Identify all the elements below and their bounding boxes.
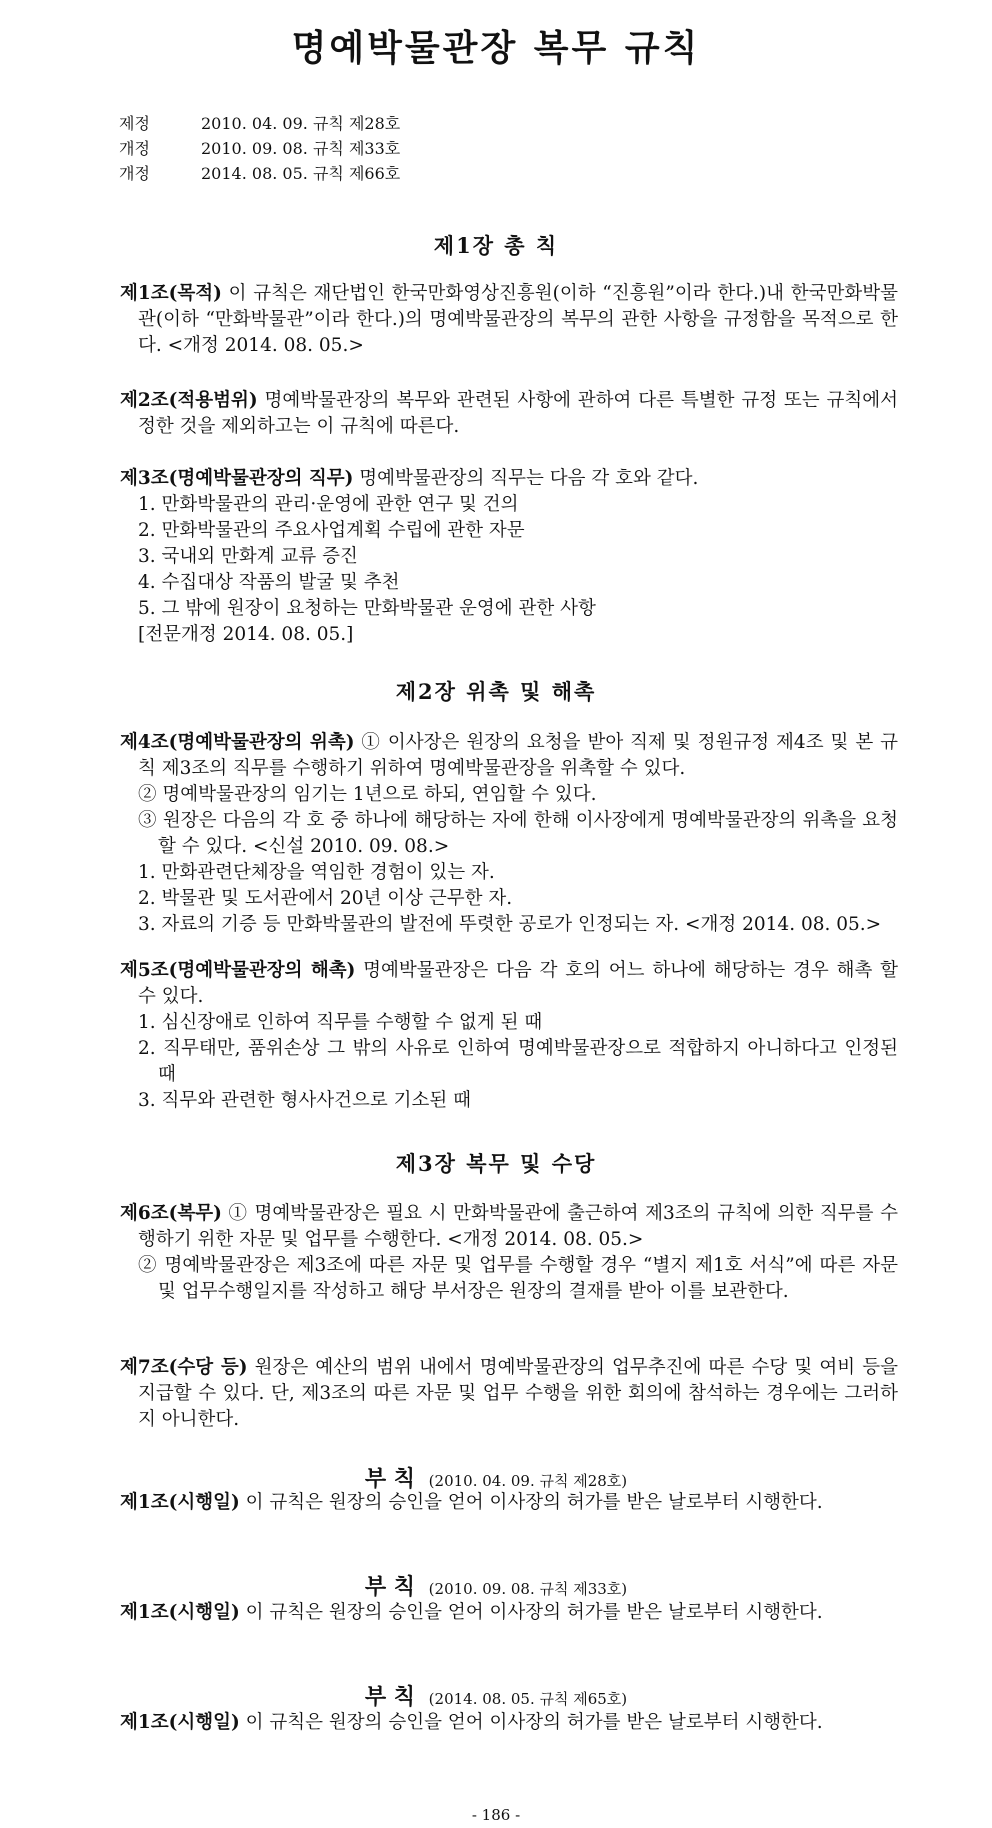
addenda-article-heading: 제1조(시행일) xyxy=(120,1712,240,1733)
addenda-article-text: 이 규칙은 원장의 승인을 얻어 이사장의 허가를 받은 날로부터 시행한다. xyxy=(239,1602,823,1623)
article-7-text: 원장은 예산의 범위 내에서 명예박물관장의 업무추진에 따른 수당 및 여비 등을 지급할 수 있다. 단, 제3조의 따른 자문 및 업무 수행을 위한 회의에 참석하는 경우에는 그러하지 아니한다. xyxy=(138,1357,898,1430)
article-5-item: 2. 직무태만, 품위손상 그 밖의 사유로 인하여 명예박물관장으로 적합하지 아니하다고 인정된 때 xyxy=(138,1038,898,1085)
article-2-text: 명예박물관장의 복무와 관련된 사항에 관하여 다른 특별한 규정 또는 규칙에서 정한 것을 제외하고는 이 규칙에 따른다. xyxy=(138,390,898,437)
article-4 xyxy=(120,730,898,938)
addenda-article-heading: 제1조(시행일) xyxy=(120,1602,240,1623)
article-2-paragraph xyxy=(120,388,898,440)
history-kind: 개정 xyxy=(119,139,150,158)
addenda-label: 부 칙 xyxy=(364,1466,415,1492)
article-3-item: 3. 국내외 만화계 교류 증진 xyxy=(138,546,358,567)
article-6-clause: ② 명예박물관장은 제3조에 따른 자문 및 업무를 수행할 경우 “별지 제1호 서식”에 따른 자문 및 업무수행일지를 작성하고 해당 부서장은 원장의 결재를 받아 이를 보관한다. xyxy=(138,1255,898,1302)
history-row xyxy=(119,111,400,136)
article-5-item: 1. 심신장애로 인하여 직무를 수행할 수 없게 된 때 xyxy=(138,1012,543,1033)
addenda-ref: (2010. 04. 09. 규칙 제28호) xyxy=(428,1472,628,1490)
article-3-item: 2. 만화박물관의 주요사업계획 수립에 관한 자문 xyxy=(138,520,525,541)
article-3-text: 명예박물관장의 직무는 다음 각 호와 같다. xyxy=(353,468,699,489)
addenda-heading xyxy=(0,1680,992,1711)
history-date: 2014. 08. 05. 규칙 제66호 xyxy=(201,164,401,183)
addenda-ref: (2010. 09. 08. 규칙 제33호) xyxy=(428,1580,628,1598)
article-6-paragraph xyxy=(120,1201,898,1253)
revision-history xyxy=(119,111,400,186)
article-5-text: 명예박물관장은 다음 각 호의 어느 하나에 해당하는 경우 해촉 할 수 있다. xyxy=(138,960,898,1007)
article-4-clause: ③ 원장은 다음의 각 호 중 하나에 해당하는 자에 한해 이사장에게 명예박물관장의 위촉을 요청할 수 있다. <신설 2010. 09. 08.> xyxy=(138,810,898,857)
article-2 xyxy=(120,388,898,440)
addenda-label: 부 칙 xyxy=(364,1574,415,1600)
history-kind: 개정 xyxy=(119,164,150,183)
article-3-heading: 제3조(명예박물관장의 직무) xyxy=(120,468,354,489)
article-1 xyxy=(120,281,898,359)
article-3 xyxy=(120,466,898,648)
addenda-label: 부 칙 xyxy=(364,1684,415,1710)
article-4-item: 2. 박물관 및 도서관에서 20년 이상 근무한 자. xyxy=(138,888,513,909)
addenda-ref: (2014. 08. 05. 규칙 제65호) xyxy=(428,1690,628,1708)
chapter-1-heading: 제1장 총 칙 xyxy=(433,233,559,258)
article-7 xyxy=(120,1355,898,1433)
history-row xyxy=(119,136,400,161)
addenda-article xyxy=(120,1490,898,1516)
addenda-article xyxy=(120,1710,898,1736)
article-4-item: 3. 자료의 기증 등 만화박물관의 발전에 뚜렷한 공로가 인정되는 자. <개정 2014. 08. 05.> xyxy=(138,914,882,935)
article-5-item: 3. 직무와 관련한 형사사건으로 기소된 때 xyxy=(138,1090,471,1111)
history-date: 2010. 04. 09. 규칙 제28호 xyxy=(201,114,401,133)
chapter-2-heading: 제2장 위촉 및 해촉 xyxy=(395,679,597,704)
addenda-paragraph xyxy=(120,1490,898,1516)
amendment-note: [전문개정 2014. 08. 05.] xyxy=(138,624,354,645)
article-3-paragraph xyxy=(120,466,898,492)
addenda-article xyxy=(120,1600,898,1626)
article-3-item: 4. 수집대상 작품의 발굴 및 추천 xyxy=(138,572,400,593)
article-4-item: 1. 만화관련단체장을 역임한 경험이 있는 자. xyxy=(138,862,495,883)
article-2-heading: 제2조(적용범위) xyxy=(120,390,258,411)
article-4-text: ① 이사장은 원장의 요청을 받아 직제 및 정원규정 제4조 및 본 규칙 제3조의 직무를 수행하기 위하여 명예박물관장을 위촉할 수 있다. xyxy=(138,732,898,779)
addenda-article-text: 이 규칙은 원장의 승인을 얻어 이사장의 허가를 받은 날로부터 시행한다. xyxy=(239,1492,823,1513)
article-6 xyxy=(120,1201,898,1305)
addenda-paragraph xyxy=(120,1710,898,1736)
article-6-text: ① 명예박물관장은 필요 시 만화박물관에 출근하여 제3조의 규칙에 의한 직무를 수행하기 위한 자문 및 업무를 수행한다. <개정 2014. 08. 05.> xyxy=(138,1203,898,1250)
article-3-item: 5. 그 밖에 원장이 요청하는 만화박물관 운영에 관한 사항 xyxy=(138,598,596,619)
addenda-article-heading: 제1조(시행일) xyxy=(120,1492,240,1513)
article-5 xyxy=(120,958,898,1114)
article-6-heading: 제6조(복무) xyxy=(120,1203,222,1224)
article-4-paragraph xyxy=(120,730,898,782)
article-1-paragraph xyxy=(120,281,898,359)
document-title: 명예박물관장 복무 규칙 xyxy=(291,27,701,69)
chapter-3-heading: 제3장 복무 및 수당 xyxy=(395,1151,597,1176)
history-date: 2010. 09. 08. 규칙 제33호 xyxy=(201,139,401,158)
article-7-paragraph xyxy=(120,1355,898,1433)
article-1-heading: 제1조(목적) xyxy=(120,283,222,304)
addenda-heading xyxy=(0,1570,992,1601)
article-3-item: 1. 만화박물관의 관리·운영에 관한 연구 및 건의 xyxy=(138,494,519,515)
addenda-paragraph xyxy=(120,1600,898,1626)
page-number: - 186 - xyxy=(471,1806,521,1824)
addenda-article-text: 이 규칙은 원장의 승인을 얻어 이사장의 허가를 받은 날로부터 시행한다. xyxy=(239,1712,823,1733)
history-row xyxy=(119,161,400,186)
article-4-heading: 제4조(명예박물관장의 위촉) xyxy=(120,732,355,753)
addenda-heading xyxy=(0,1462,992,1493)
article-1-text: 이 규칙은 재단법인 한국만화영상진흥원(이하 “진흥원”이라 한다.)내 한국만화박물관(이하 “만화박물관”이라 한다.)의 명예박물관장의 복무의 관한 사항을 규정함을 목적으로 한다. <개정 2014. 08. 05.> xyxy=(138,283,898,356)
article-5-paragraph xyxy=(120,958,898,1010)
article-5-heading: 제5조(명예박물관장의 해촉) xyxy=(120,960,356,981)
article-4-clause: ② 명예박물관장의 임기는 1년으로 하되, 연임할 수 있다. xyxy=(138,784,597,805)
article-7-heading: 제7조(수당 등) xyxy=(120,1357,248,1378)
history-kind: 제정 xyxy=(119,114,150,133)
